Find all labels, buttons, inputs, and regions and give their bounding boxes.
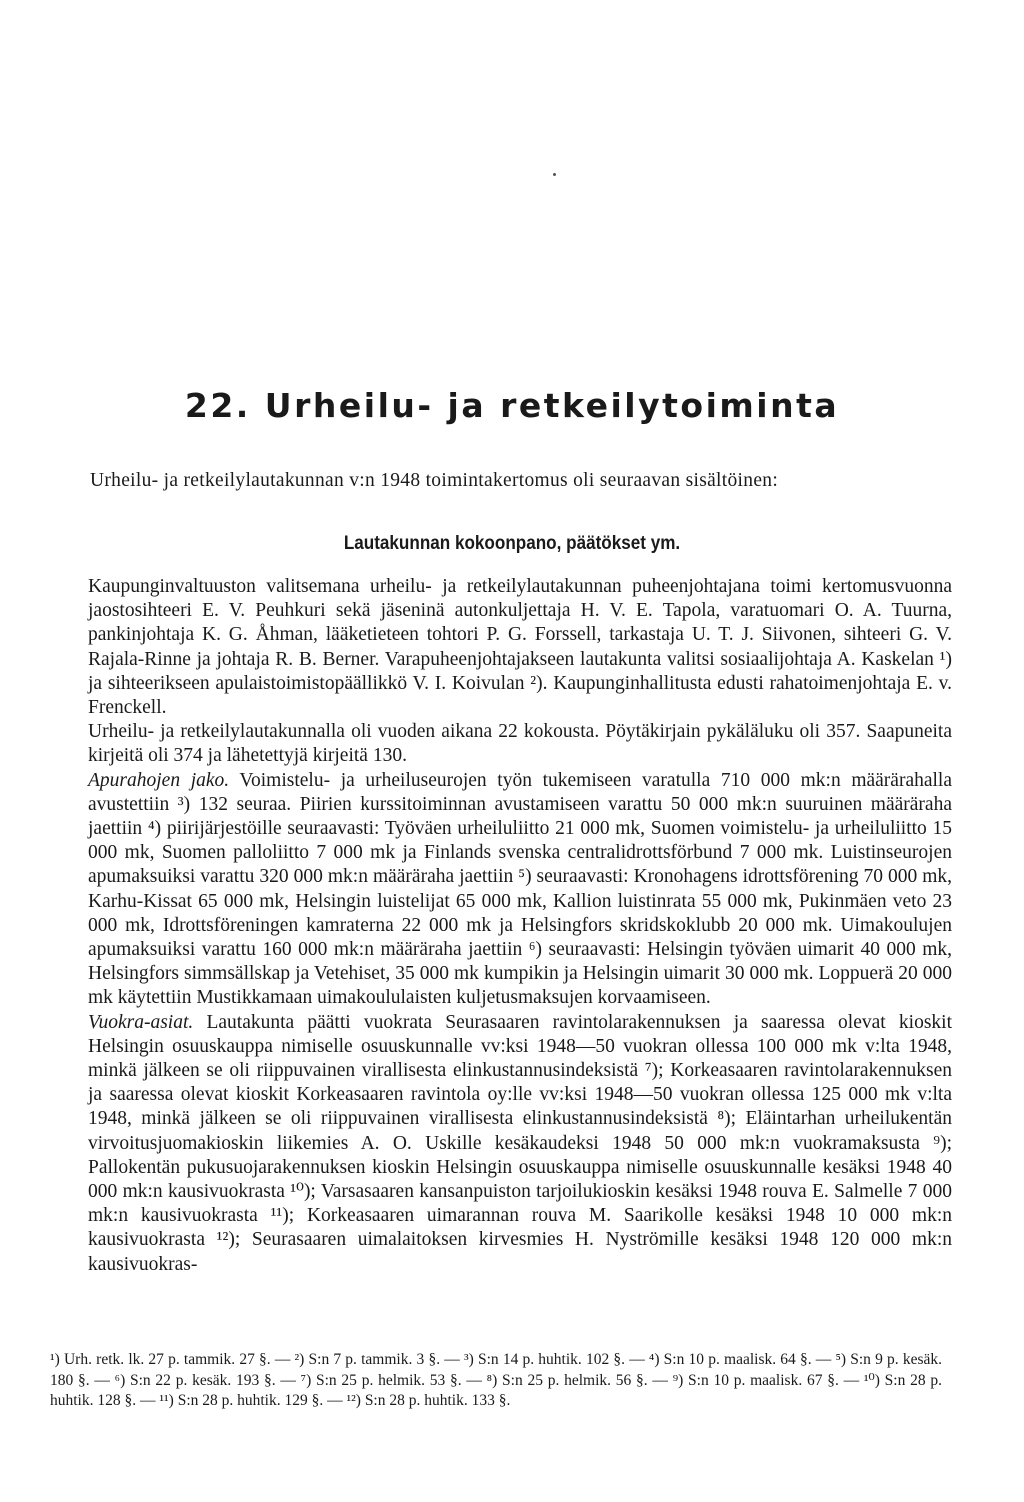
runin-heading: Vuokra-asiat.	[88, 1011, 194, 1033]
chapter-title: 22. Urheilu- ja retkeilytoiminta	[184, 386, 840, 425]
paragraph-text: Lautakunta päätti vuokrata Seurasaaren ravintolarakennuksen ja saaressa olevat kioskit Helsingin osuuskauppa nimiselle osuuskunnalle vv:ksi 1948—50 vuokran ollessa 100 000 mk v:lta 1948, minkä jälkeen se oli riippuvainen virallisesta elinkustannusindeksistä ⁷); Korkeasaaren ravintolarakennuksen ja saaressa olevat kioskit Korkeasaaren ravintola oy:lle vv:ksi 1948—50 vuokran ollessa 125 000 mk v:lta 1948, minkä jälkeen se oli riippuvainen virallisesta elinkustannusindeksistä ⁸); Eläintarhan urheilukentän virvoitusjuomakioskin liikemies A. O. Uskille kesäkaudeksi 1948 50 000 mk:n vuokramaksusta ⁹); Pallokentän pukusuojarakennuksen kioskin Helsingin osuuskauppa nimiselle osuuskunnalle kesäksi 1948 40 000 mk:n kausivuokrasta ¹⁰); Varsasaaren kansanpuiston tarjoilukioskin kesäksi 1948 rouva E. Salmelle 7 000 mk:n kausivuokrasta ¹¹); Korkeasaaren uimarannan rouva M. Saarikolle kesäksi 1948 10 000 mk:n kausivuokrasta ¹²); Seurasaaren uimalaitoksen kirvesmies H. Nyströmille kesäksi 1948 120 000 mk:n kausivuokras-	[88, 1011, 952, 1275]
scan-speck	[553, 173, 556, 176]
runin-heading: Apurahojen jako.	[88, 769, 230, 791]
paragraph-meetings	[88, 720, 952, 768]
paragraph-composition	[88, 575, 952, 720]
paragraph-text: Urheilu- ja retkeilylautakunnalla oli vuoden aikana 22 kokousta. Pöytäkirjain pykäläluku oli 357. Saapuneita kirjeitä oli 374 ja lähetettyjä kirjeitä 130.	[88, 721, 952, 767]
intro-text: Urheilu- ja retkeilylautakunnan v:n 1948 toimintakertomus oli seuraavan sisältöinen:	[90, 470, 779, 491]
footnotes: ¹) Urh. retk. lk. 27 p. tammik. 27 §. — ²) S:n 7 p. tammik. 3 §. — ³) S:n 14 p. huhtik. 102 §. — ⁴) S:n 10 p. maalisk. 64 §. — ⁵) S:n 9 p. kesäk. 180 §. — ⁶) S:n 22 p. kesäk. 193 §. — ⁷) S:n 25 p. helmik. 53 §. — ⁸) S:n 25 p. helmik. 56 §. — ⁹) S:n 10 p. maalisk. 67 §. — ¹⁰) S:n 28 p. huhtik. 128 §. — ¹¹) S:n 28 p. huhtik. 129 §. — ¹²) S:n 28 p. huhtik. 133 §.	[50, 1351, 942, 1409]
body-text	[88, 575, 952, 1277]
paragraph-text: Kaupunginvaltuuston valitsemana urheilu- ja retkeilylautakunnan puheenjohtajana toimi kertomusvuonna jaostosihteeri E. V. Peuhkuri sekä jäseninä autonkuljettaja H. V. E. Tapola, varatuomari O. A. Tuurna, pankinjohtaja K. G. Åhman, lääketieteen tohtori P. G. Forssell, tarkastaja U. T. J. Siivonen, sihteeri G. V. Rajala-Rinne ja johtaja R. B. Berner. Varapuheenjohtajakseen lautakunta valitsi sosiaalijohtaja A. Kaskelan ¹) ja sihteerikseen apulaistoimistopäällikkö V. I. Koivulan ²). Kaupunginhallitusta edusti rahatoimenjohtaja E. v. Frenckell.	[88, 576, 952, 719]
section-heading: Lautakunnan kokoonpano, päätökset ym.	[343, 533, 681, 554]
paragraph-leases	[88, 1011, 952, 1277]
paragraph-text: Voimistelu- ja urheiluseurojen työn tukemiseen varatulla 710 000 mk:n määrärahalla avustettiin ³) 132 seuraa. Piirien kurssitoiminnan avustamiseen varattu 50 000 mk:n suuruinen määräraha jaettiin ⁴) piirijärjestöille seuraavasti: Työväen urheiluliitto 21 000 mk, Suomen voimistelu- ja urheiluliitto 15 000 mk, Suomen palloliitto 7 000 mk ja Finlands svenska centralidrottsförbund 7 000 mk. Luistinseurojen apumaksuiksi varattu 320 000 mk:n määräraha jaettiin ⁵) seuraavasti: Kronohagens idrottsförening 70 000 mk, Karhu-Kissat 65 000 mk, Helsingin luistelijat 65 000 mk, Kallion luistinrata 55 000 mk, Pukinmäen veto 23 000 mk, Idrottsföreningen kamraterna 22 000 mk ja Helsingfors skridskoklubb 20 000 mk. Uimakoulujen apumaksuiksi varattu 160 000 mk:n määräraha jaettiin ⁶) seuraavasti: Helsingin työväen uimarit 40 000 mk, Helsingfors simmsällskap ja Vetehiset, 35 000 mk kumpikin ja Helsingin uimarit 30 000 mk. Loppuerä 20 000 mk käytettiin Mustikkamaan uimakoululaisten kuljetusmaksujen korvaamiseen.	[88, 769, 952, 1009]
paragraph-grants	[88, 769, 952, 1011]
